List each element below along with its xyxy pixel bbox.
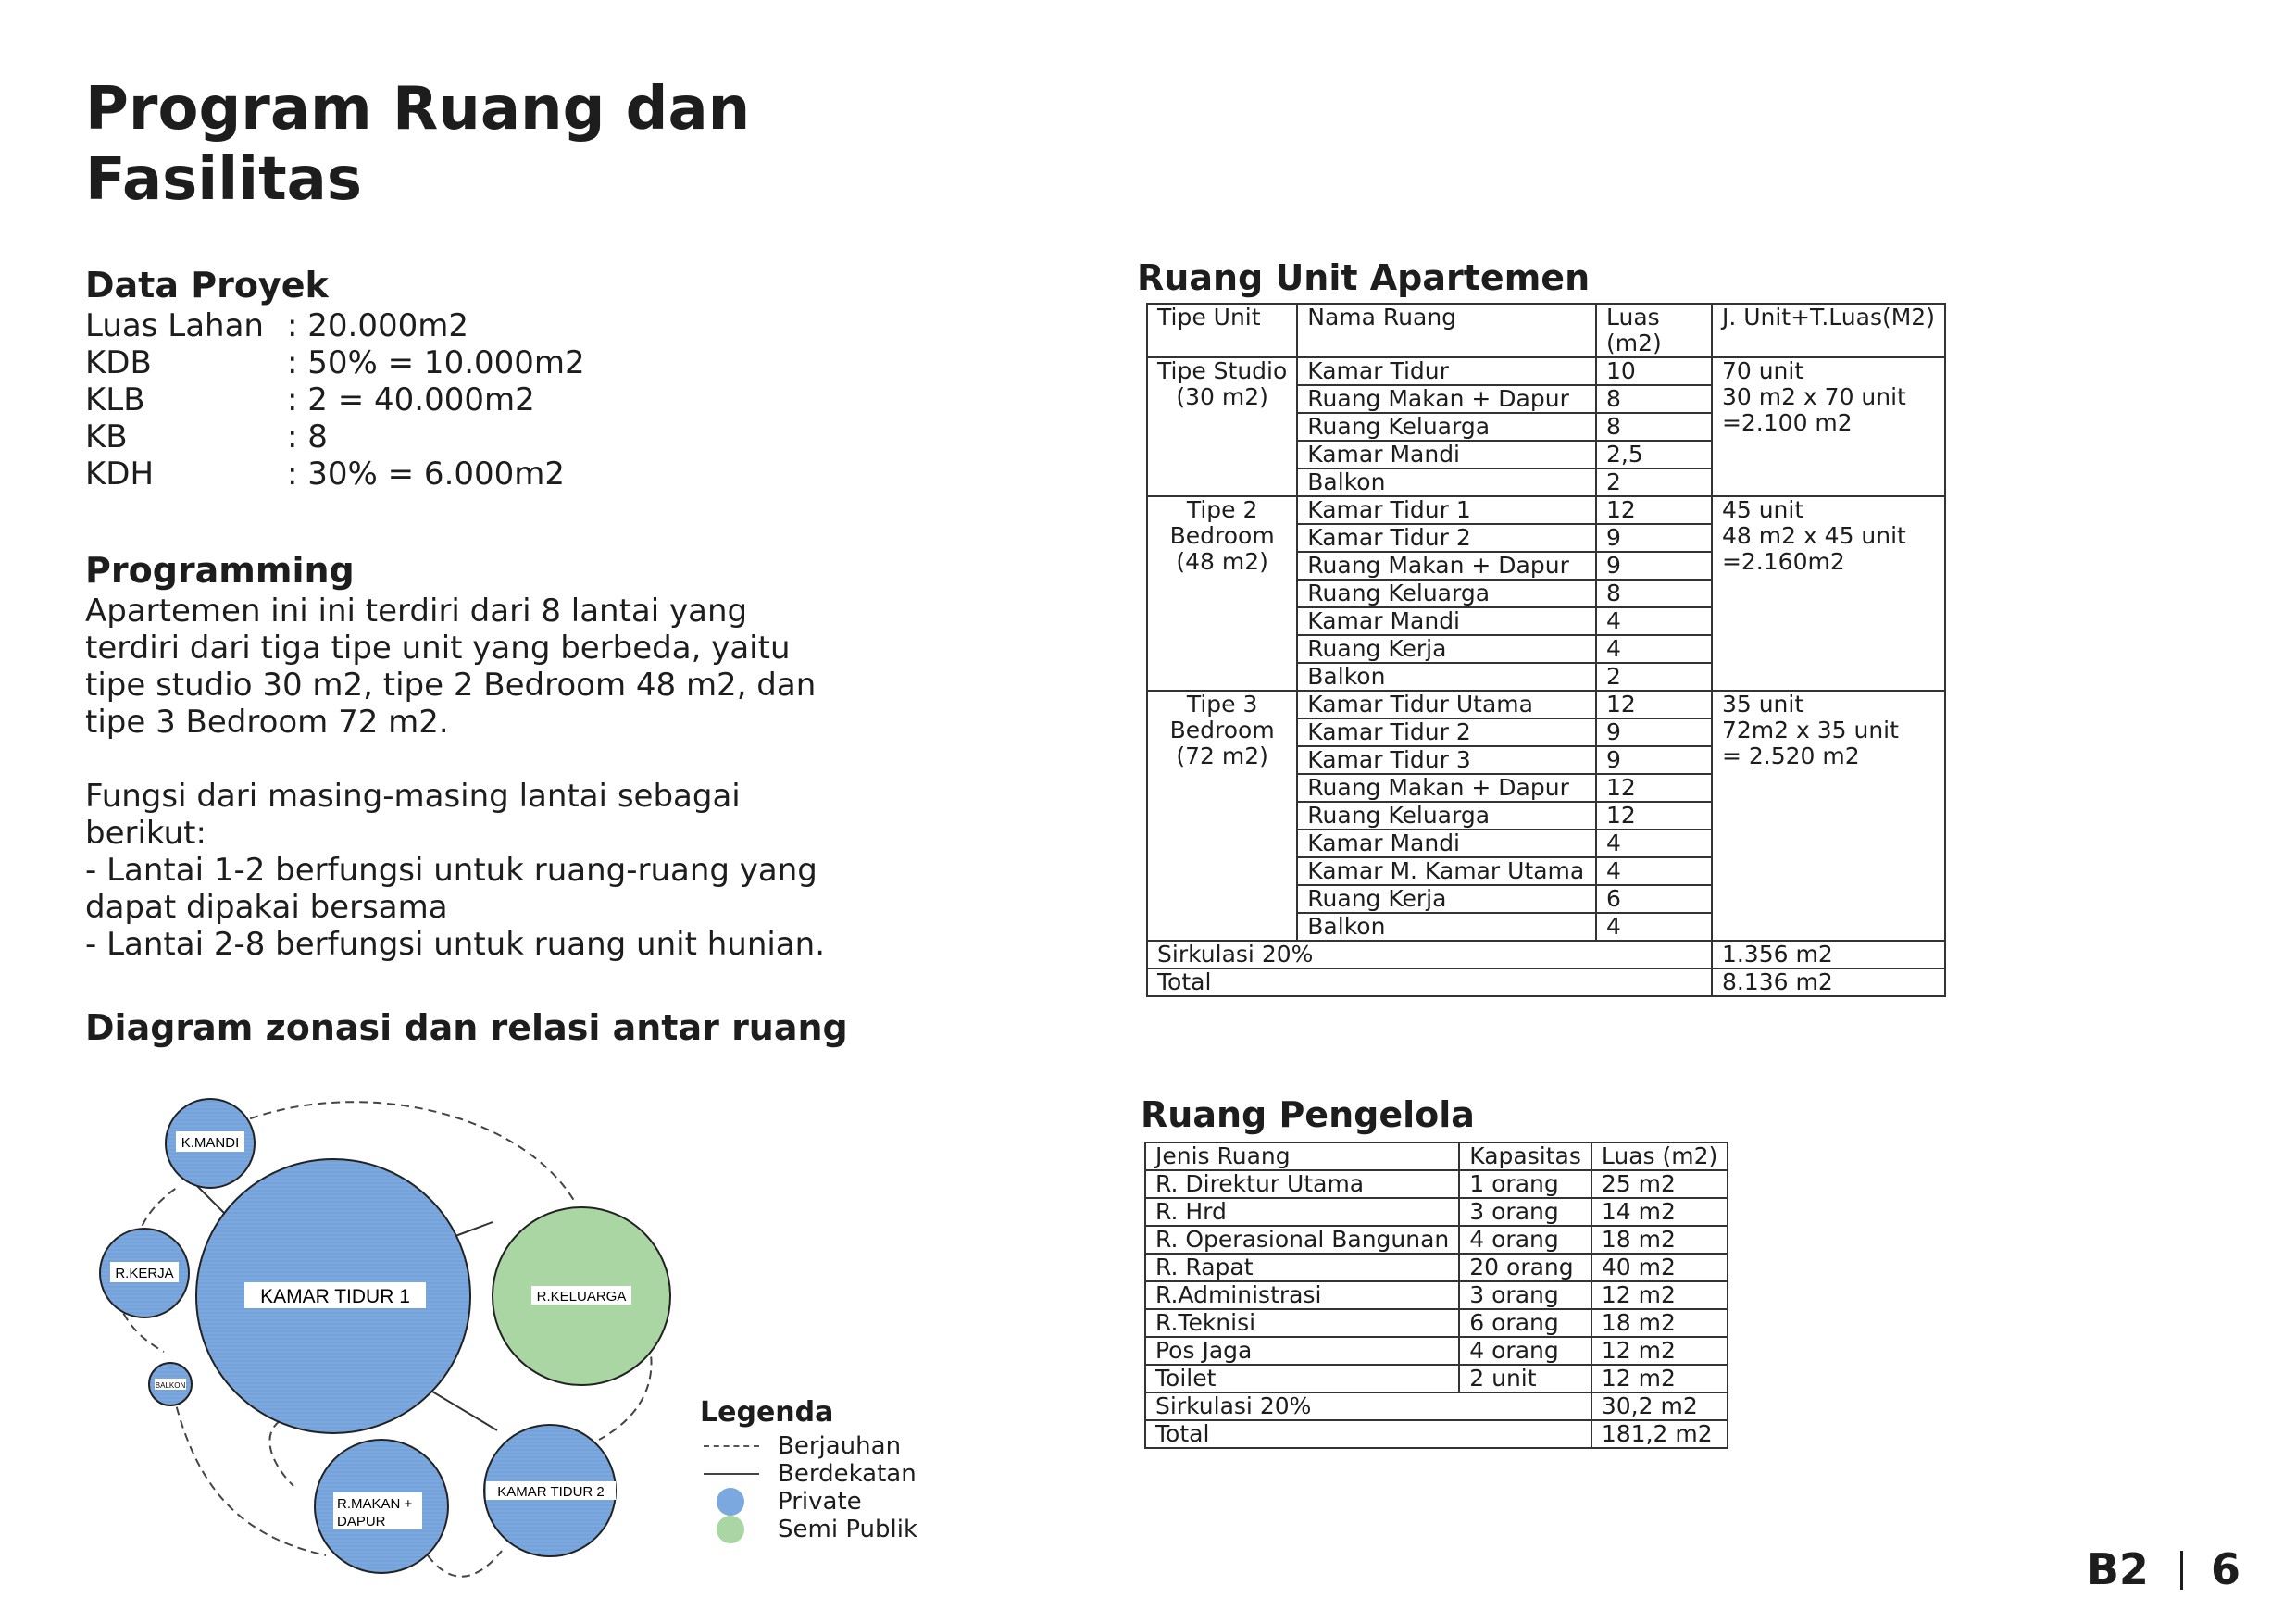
unit-table-header-row: [1147, 304, 1945, 357]
footer-value-cell: 181,2 m2: [1591, 1420, 1728, 1448]
blue-dot-icon: [717, 1488, 744, 1516]
pengelola-cell: Pos Jaga: [1145, 1337, 1459, 1365]
pengelola-cell: R. Rapat: [1145, 1254, 1459, 1281]
pengelola-cell: 2 unit: [1459, 1365, 1591, 1392]
pengelola-cell: 40 m2: [1591, 1254, 1728, 1281]
room-area-cell: 2: [1596, 663, 1712, 691]
unit-summary-line: 72m2 x 35 unit: [1721, 717, 1899, 743]
pengelola-cell: 18 m2: [1591, 1309, 1728, 1337]
unit-summary-line: =2.160m2: [1721, 548, 1845, 575]
data-proyek-heading: Data Proyek: [85, 265, 329, 306]
pengelola-cell: 6 orang: [1459, 1309, 1591, 1337]
page-title: [85, 74, 750, 215]
footer-value-cell: 1.356 m2: [1712, 941, 1945, 968]
unit-table-header-cell: Tipe Unit: [1147, 304, 1297, 357]
unit-type-cell: [1147, 691, 1297, 941]
data-proyek-key: Luas Lahan: [85, 307, 264, 344]
pengelola-table-heading: Ruang Pengelola: [1141, 1094, 1475, 1135]
room-area-cell: 12: [1596, 774, 1712, 802]
unit-table: [1146, 303, 1946, 997]
room-area-cell: 12: [1596, 691, 1712, 718]
footer-label-cell: Sirkulasi 20%: [1145, 1392, 1591, 1420]
data-proyek-value: : 30% = 6.000m2: [287, 456, 566, 493]
pengelola-table-header-cell: Luas (m2): [1591, 1142, 1728, 1170]
label-kamar-tidur-1: KAMAR TIDUR 1: [260, 1286, 410, 1307]
unit-type-cell: [1147, 496, 1297, 691]
room-area-cell: 4: [1596, 607, 1712, 635]
unit-type-line: (48 m2): [1176, 548, 1268, 575]
room-area-cell: 4: [1596, 635, 1712, 663]
legend-item-semi-publik: [700, 1516, 917, 1543]
label-balkon: BALKON: [155, 1381, 186, 1390]
unit-summary-line: = 2.520 m2: [1721, 743, 1860, 769]
green-dot-icon: [717, 1516, 744, 1543]
room-name-cell: Ruang Makan + Dapur: [1297, 552, 1596, 580]
page-section-code: B2: [2086, 1544, 2149, 1594]
data-proyek-value: : 8: [287, 418, 328, 456]
pengelola-table-row: [1145, 1198, 1728, 1226]
room-area-cell: 12: [1596, 496, 1712, 524]
pengelola-cell: 3 orang: [1459, 1198, 1591, 1226]
room-area-cell: 12: [1596, 802, 1712, 830]
room-name-cell: Ruang Kerja: [1297, 885, 1596, 913]
data-proyek-row: [85, 381, 585, 418]
programming-paragraph: Fungsi dari masing-masing lantai sebagai berikut:: [85, 778, 741, 852]
legend-item-private: [700, 1488, 917, 1516]
pengelola-table-row: [1145, 1226, 1728, 1254]
unit-summary-line: 70 unit: [1721, 357, 1804, 384]
room-name-cell: Balkon: [1297, 663, 1596, 691]
unit-table-header-cell: J. Unit+T.Luas(M2): [1712, 304, 1945, 357]
unit-table-header-cell: [1596, 304, 1712, 357]
room-area-cell: 9: [1596, 718, 1712, 746]
programming-paragraph: Apartemen ini ini terdiri dari 8 lantai yang terdiri dari tiga tipe unit yang berbeda, yaitu tipe studio 30 m2, tipe 2 Bedroom 48 m2, dan tipe 3 Bedroom 72 m2.: [85, 593, 817, 741]
footer-value-cell: 30,2 m2: [1591, 1392, 1728, 1420]
room-area-cell: 10: [1596, 357, 1712, 385]
data-proyek-row: [85, 456, 585, 493]
pengelola-cell: 25 m2: [1591, 1170, 1728, 1198]
relation-far-kt1-makan: [269, 1421, 293, 1486]
footer-label-cell: Sirkulasi 20%: [1147, 941, 1712, 968]
label-r-kerja: R.KERJA: [115, 1266, 174, 1281]
page-index: 6: [2210, 1544, 2240, 1594]
pengelola-cell: R. Hrd: [1145, 1198, 1459, 1226]
room-name-cell: Kamar Tidur 1: [1297, 496, 1596, 524]
pengelola-table-row: [1145, 1254, 1728, 1281]
unit-summary-line: 48 m2 x 45 unit: [1721, 522, 1906, 549]
unit-type-line: Tipe 3: [1186, 691, 1258, 718]
room-name-cell: Kamar M. Kamar Utama: [1297, 857, 1596, 885]
pengelola-cell: 20 orang: [1459, 1254, 1591, 1281]
unit-table-footer-row: [1147, 941, 1945, 968]
data-proyek-section: [85, 265, 585, 493]
room-area-cell: 9: [1596, 524, 1712, 552]
page-number-divider: [2180, 1551, 2183, 1590]
room-name-cell: Ruang Keluarga: [1297, 802, 1596, 830]
diagram-legend: [700, 1396, 917, 1543]
pengelola-cell: 12 m2: [1591, 1337, 1728, 1365]
pengelola-cell: 4 orang: [1459, 1226, 1591, 1254]
relation-far-makan-kt2: [428, 1551, 502, 1577]
room-area-cell: 9: [1596, 552, 1712, 580]
pengelola-cell: R. Direktur Utama: [1145, 1170, 1459, 1198]
room-name-cell: Kamar Tidur 2: [1297, 718, 1596, 746]
label-r-makan-line-2: DAPUR: [337, 1514, 386, 1529]
data-proyek-row: [85, 344, 585, 381]
unit-type-line: Bedroom: [1169, 522, 1275, 549]
programming-heading: Programming: [85, 550, 355, 591]
room-area-cell: 2,5: [1596, 441, 1712, 468]
unit-type-line: Bedroom: [1169, 717, 1275, 743]
pengelola-cell: Toilet: [1145, 1365, 1459, 1392]
programming-bullet: - Lantai 2-8 berfungsi untuk ruang unit hunian.: [85, 926, 825, 963]
diagram-heading: Diagram zonasi dan relasi antar ruang: [85, 1007, 848, 1048]
unit-type-cell: [1147, 357, 1297, 496]
room-name-cell: Kamar Tidur 3: [1297, 746, 1596, 774]
footer-value-cell: 8.136 m2: [1712, 968, 1945, 996]
data-proyek-value: : 20.000m2: [287, 307, 468, 344]
dashed-line-icon: [704, 1445, 759, 1447]
pengelola-table-row: [1145, 1170, 1728, 1198]
label-kamar-tidur-2: KAMAR TIDUR 2: [497, 1484, 605, 1500]
data-proyek-key: KB: [85, 418, 128, 456]
room-area-cell: 8: [1596, 580, 1712, 607]
room-area-cell: 6: [1596, 885, 1712, 913]
room-name-cell: Ruang Makan + Dapur: [1297, 385, 1596, 413]
pengelola-table-header-cell: Kapasitas: [1459, 1142, 1591, 1170]
room-name-cell: Kamar Mandi: [1297, 607, 1596, 635]
unit-summary-line: =2.100 m2: [1721, 409, 1853, 436]
zonasi-diagram: [85, 1074, 696, 1592]
unit-summary-cell: [1712, 496, 1945, 691]
room-area-cell: 8: [1596, 413, 1712, 441]
pengelola-cell: 12 m2: [1591, 1281, 1728, 1309]
room-area-cell: 4: [1596, 857, 1712, 885]
unit-table-row: [1147, 357, 1945, 385]
data-proyek-value: : 50% = 10.000m2: [287, 344, 585, 381]
room-area-cell: 4: [1596, 830, 1712, 857]
pengelola-table-row: [1145, 1337, 1728, 1365]
pengelola-cell: R. Operasional Bangunan: [1145, 1226, 1459, 1254]
legend-item-berdekatan: [700, 1460, 917, 1488]
room-name-cell: Ruang Kerja: [1297, 635, 1596, 663]
pengelola-cell: 14 m2: [1591, 1198, 1728, 1226]
room-area-cell: 8: [1596, 385, 1712, 413]
unit-summary-cell: [1712, 691, 1945, 941]
pengelola-cell: 3 orang: [1459, 1281, 1591, 1309]
unit-type-line: Tipe 2: [1186, 496, 1258, 523]
unit-table-footer-row: [1147, 968, 1945, 996]
data-proyek-value: : 2 = 40.000m2: [287, 381, 535, 418]
room-name-cell: Ruang Makan + Dapur: [1297, 774, 1596, 802]
footer-label-cell: Total: [1145, 1420, 1591, 1448]
data-proyek-row: [85, 307, 585, 344]
pengelola-table-header-row: [1145, 1142, 1728, 1170]
unit-table-header-cell: Nama Ruang: [1297, 304, 1596, 357]
data-proyek-key: KDH: [85, 456, 155, 493]
unit-table-header-unit: (m2): [1605, 330, 1662, 356]
unit-type-line: (30 m2): [1176, 383, 1268, 410]
room-name-cell: Ruang Keluarga: [1297, 580, 1596, 607]
unit-summary-line: 45 unit: [1721, 496, 1804, 523]
pengelola-cell: 4 orang: [1459, 1337, 1591, 1365]
data-proyek-row: [85, 418, 585, 456]
programming-bullet: - Lantai 1-2 berfungsi untuk ruang-ruang yang dapat dipakai bersama: [85, 852, 817, 926]
page-number: [2087, 1544, 2240, 1594]
room-name-cell: Kamar Mandi: [1297, 441, 1596, 468]
pengelola-table-footer-row: [1145, 1392, 1728, 1420]
label-r-makan-line-1: R.MAKAN +: [337, 1496, 413, 1512]
page-title-line-2: Fasilitas: [85, 145, 362, 214]
data-proyek-key: KDB: [85, 344, 152, 381]
footer-label-cell: Total: [1147, 968, 1712, 996]
unit-summary-cell: [1712, 357, 1945, 496]
legend-label: Private: [778, 1488, 862, 1516]
room-area-cell: 9: [1596, 746, 1712, 774]
room-name-cell: Balkon: [1297, 913, 1596, 941]
page-title-line-1: Program Ruang dan: [85, 75, 751, 144]
programming-section: [85, 550, 826, 963]
pengelola-cell: R.Teknisi: [1145, 1309, 1459, 1337]
room-name-cell: Balkon: [1297, 468, 1596, 496]
unit-summary-line: 30 m2 x 70 unit: [1721, 383, 1906, 410]
pengelola-cell: R.Administrasi: [1145, 1281, 1459, 1309]
room-area-cell: 2: [1596, 468, 1712, 496]
unit-table-row: [1147, 691, 1945, 718]
unit-summary-line: 35 unit: [1721, 691, 1804, 718]
data-proyek-key: KLB: [85, 381, 145, 418]
pengelola-table-row: [1145, 1281, 1728, 1309]
unit-table-heading: Ruang Unit Apartemen: [1137, 257, 1591, 298]
pengelola-cell: 12 m2: [1591, 1365, 1728, 1392]
pengelola-cell: 1 orang: [1459, 1170, 1591, 1198]
unit-type-line: (72 m2): [1176, 743, 1268, 769]
room-area-cell: 4: [1596, 913, 1712, 941]
room-name-cell: Kamar Mandi: [1297, 830, 1596, 857]
unit-table-row: [1147, 496, 1945, 524]
room-name-cell: Kamar Tidur 2: [1297, 524, 1596, 552]
room-name-cell: Ruang Keluarga: [1297, 413, 1596, 441]
pengelola-table-row: [1145, 1309, 1728, 1337]
label-r-keluarga: R.KELUARGA: [536, 1289, 627, 1305]
room-name-cell: Kamar Tidur Utama: [1297, 691, 1596, 718]
legend-title: Legenda: [700, 1396, 834, 1429]
legend-item-berjauhan: [700, 1432, 917, 1460]
pengelola-table-row: [1145, 1365, 1728, 1392]
legend-label: Semi Publik: [778, 1516, 918, 1543]
legend-label: Berdekatan: [778, 1460, 917, 1488]
pengelola-cell: 18 m2: [1591, 1226, 1728, 1254]
pengelola-table: [1144, 1142, 1728, 1449]
label-k-mandi: K.MANDI: [181, 1135, 240, 1151]
unit-table-header-luas: Luas: [1605, 304, 1660, 331]
pengelola-table-header-cell: Jenis Ruang: [1145, 1142, 1459, 1170]
room-name-cell: Kamar Tidur: [1297, 357, 1596, 385]
pengelola-table-footer-row: [1145, 1420, 1728, 1448]
unit-type-line: Tipe Studio: [1157, 357, 1288, 384]
legend-label: Berjauhan: [778, 1432, 902, 1460]
solid-line-icon: [704, 1473, 759, 1475]
